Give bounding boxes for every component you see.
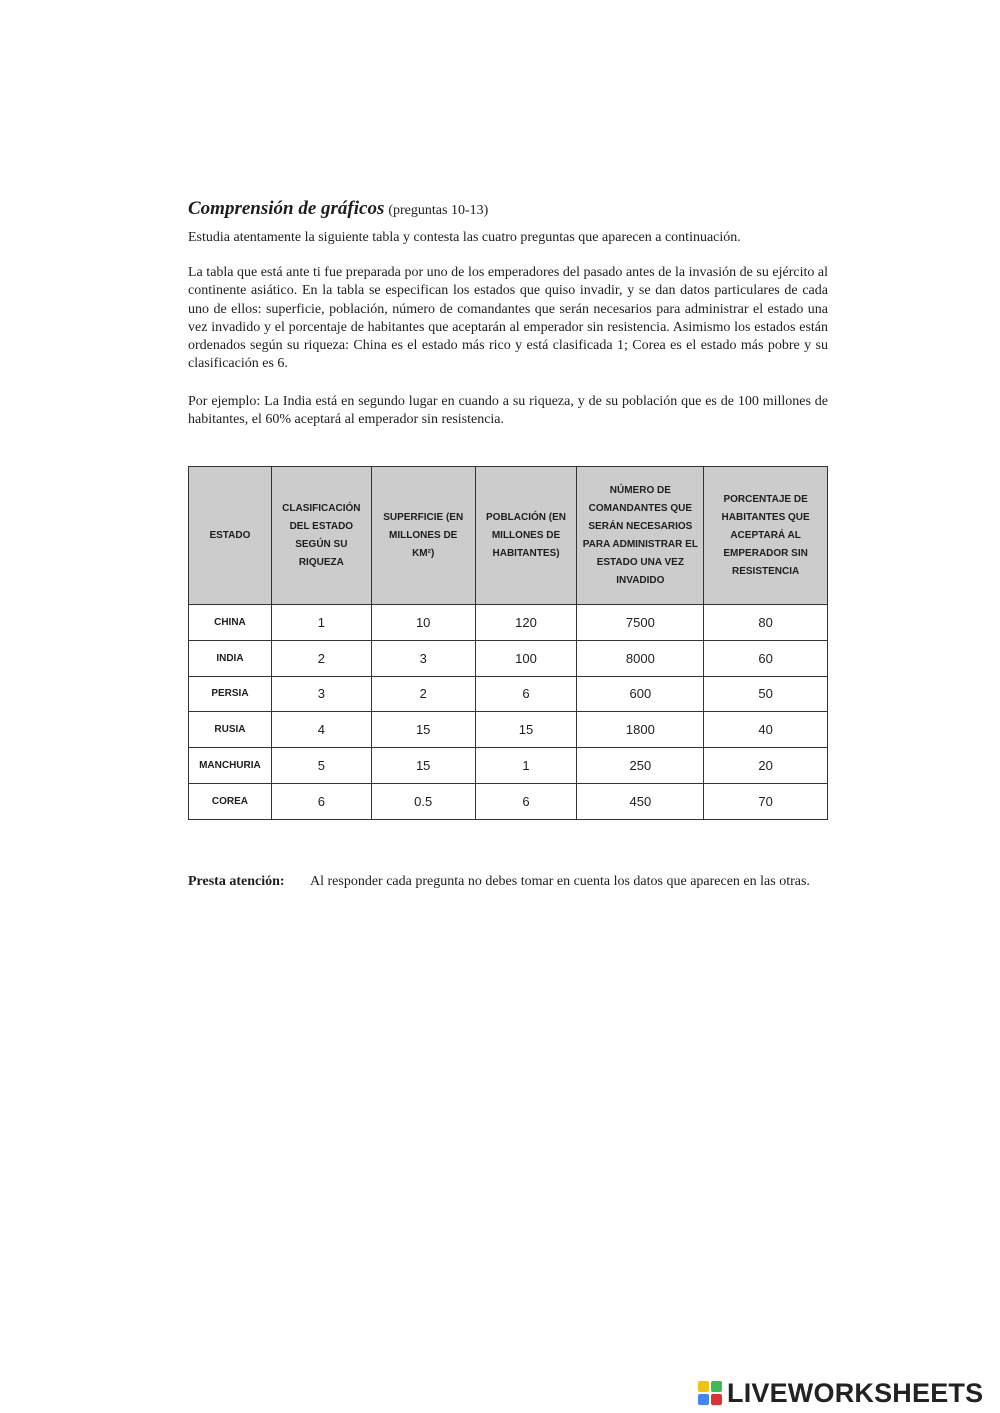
- section-title: [188, 198, 828, 220]
- note-label: Presta atención:: [188, 874, 285, 889]
- header-comandantes: NÚMERO DE COMANDANTES QUE SERÁN NECESARIOS PARA ADMINISTRAR EL ESTADO UNA VEZ INVADIDO: [577, 467, 704, 605]
- cell-clasificacion: 6: [271, 783, 371, 819]
- cell-comandantes: 600: [577, 676, 704, 712]
- table-header-row: [189, 467, 828, 605]
- cell-superficie: 0.5: [371, 783, 475, 819]
- cell-estado: RUSIA: [189, 712, 272, 748]
- cell-comandantes: 1800: [577, 712, 704, 748]
- title-main: Comprensión de gráficos: [188, 198, 385, 219]
- note-text: Al responder cada pregunta no debes tomar en cuenta los datos que aparecen en las otras.: [310, 874, 810, 889]
- cell-superficie: 2: [371, 676, 475, 712]
- cell-clasificacion: 4: [271, 712, 371, 748]
- table-row: [189, 676, 828, 712]
- cell-porcentaje: 60: [704, 640, 828, 676]
- attention-note: [188, 873, 828, 891]
- cell-poblacion: 6: [475, 783, 577, 819]
- header-clasificacion: CLASIFICACIÓN DEL ESTADO SEGÚN SU RIQUEZA: [271, 467, 371, 605]
- context-paragraph: La tabla que está ante ti fue preparada por uno de los emperadores del pasado antes de la invasión de su ejército al continente asiático. En la tabla se especifican los estados que quiso invadir, y se dan datos particulares de cada uno de ellos: superficie, población, número de comandantes que serán necesarios para administrar el estado una vez invadido y el porcentaje de habitantes que aceptarán al emperador sin resistencia. Asimismo los estados están ordenados según su riqueza: China es el estado más rico y está clasificada 1; Corea es el estado más pobre y su clasificación es 6.: [188, 265, 828, 372]
- cell-superficie: 3: [371, 640, 475, 676]
- cell-poblacion: 100: [475, 640, 577, 676]
- cell-estado: PERSIA: [189, 676, 272, 712]
- states-table: [188, 466, 828, 820]
- liveworksheets-logo-icon: [698, 1381, 722, 1405]
- cell-comandantes: 450: [577, 783, 704, 819]
- cell-comandantes: 250: [577, 748, 704, 784]
- logo-square-blue: [698, 1394, 709, 1405]
- header-porcentaje: PORCENTAJE DE HABITANTES QUE ACEPTARÁ AL EMPERADOR SIN RESISTENCIA: [704, 467, 828, 605]
- cell-comandantes: 7500: [577, 605, 704, 641]
- cell-clasificacion: 5: [271, 748, 371, 784]
- cell-porcentaje: 50: [704, 676, 828, 712]
- cell-comandantes: 8000: [577, 640, 704, 676]
- liveworksheets-brand: [698, 1378, 983, 1408]
- cell-clasificacion: 2: [271, 640, 371, 676]
- cell-estado: MANCHURIA: [189, 748, 272, 784]
- cell-superficie: 10: [371, 605, 475, 641]
- cell-poblacion: 6: [475, 676, 577, 712]
- cell-poblacion: 120: [475, 605, 577, 641]
- cell-porcentaje: 40: [704, 712, 828, 748]
- cell-superficie: 15: [371, 712, 475, 748]
- cell-estado: COREA: [189, 783, 272, 819]
- cell-superficie: 15: [371, 748, 475, 784]
- cell-porcentaje: 70: [704, 783, 828, 819]
- cell-clasificacion: 3: [271, 676, 371, 712]
- cell-estado: CHINA: [189, 605, 272, 641]
- cell-poblacion: 1: [475, 748, 577, 784]
- table-row: [189, 712, 828, 748]
- header-poblacion: POBLACIÓN (EN MILLONES DE HABITANTES): [475, 467, 577, 605]
- brand-text: LIVEWORKSHEETS: [727, 1377, 984, 1408]
- header-superficie: SUPERFICIE (EN MILLONES DE KM²): [371, 467, 475, 605]
- cell-clasificacion: 1: [271, 605, 371, 641]
- instruction-paragraph: Estudia atentamente la siguiente tabla y contesta las cuatro preguntas que aparecen a continuación.: [188, 230, 741, 245]
- logo-square-yellow: [698, 1381, 709, 1392]
- logo-square-green: [711, 1381, 722, 1392]
- header-estado: ESTADO: [189, 467, 272, 605]
- table-row: [189, 783, 828, 819]
- table-row: [189, 748, 828, 784]
- table-row: [189, 640, 828, 676]
- cell-estado: INDIA: [189, 640, 272, 676]
- cell-porcentaje: 20: [704, 748, 828, 784]
- cell-porcentaje: 80: [704, 605, 828, 641]
- example-paragraph: Por ejemplo: La India está en segundo lugar en cuando a su riqueza, y de su población que es de 100 millones de habitantes, el 60% aceptará al emperador sin resistencia.: [188, 394, 828, 428]
- logo-square-red: [711, 1394, 722, 1405]
- cell-poblacion: 15: [475, 712, 577, 748]
- title-sub: (preguntas 10-13): [388, 203, 489, 218]
- table-row: [189, 605, 828, 641]
